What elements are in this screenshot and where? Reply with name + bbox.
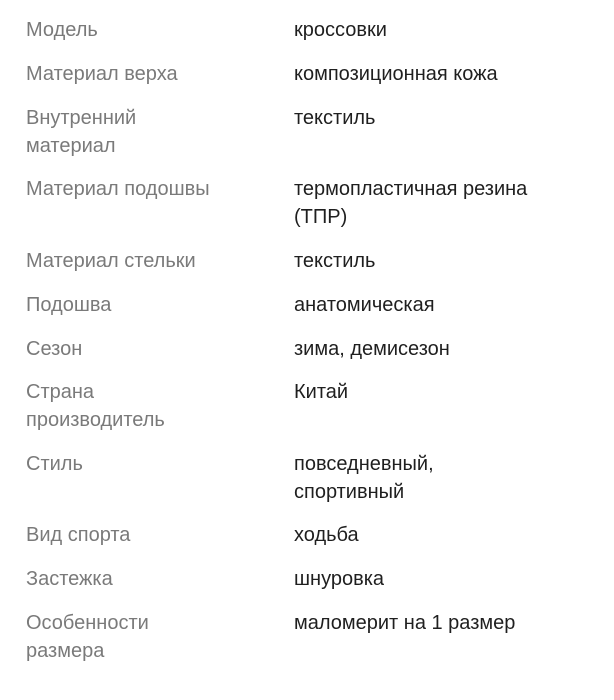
- spec-value: Китай: [294, 381, 349, 403]
- spec-value: зима, демисезон: [294, 338, 450, 360]
- spec-label: Вид спорта: [26, 524, 131, 546]
- spec-value: термопластичная резина (ТПР): [294, 178, 528, 228]
- spec-value: повседневный, спортивный: [294, 453, 434, 503]
- spec-value: текстиль: [294, 250, 376, 272]
- spec-value: кроссовки: [294, 19, 387, 41]
- spec-label: Модель: [26, 19, 98, 41]
- spec-label: Особенности размера: [26, 612, 149, 662]
- spec-value: текстиль: [294, 107, 376, 129]
- spec-label: Стиль: [26, 453, 83, 475]
- spec-value: ходьба: [294, 524, 359, 546]
- spec-value: шнуровка: [294, 568, 385, 590]
- spec-label: Внутренний материал: [26, 107, 137, 157]
- spec-value: маломерит на 1 размер: [294, 612, 516, 634]
- spec-label: Материал стельки: [26, 250, 196, 272]
- spec-label: Материал верха: [26, 63, 178, 85]
- spec-value: анатомическая: [294, 294, 435, 316]
- spec-label: Застежка: [26, 568, 113, 590]
- spec-value: композиционная кожа: [294, 63, 498, 85]
- spec-label: Подошва: [26, 294, 112, 316]
- spec-label: Материал подошвы: [26, 178, 210, 200]
- spec-label: Страна производитель: [26, 381, 165, 431]
- spec-label: Сезон: [26, 338, 83, 360]
